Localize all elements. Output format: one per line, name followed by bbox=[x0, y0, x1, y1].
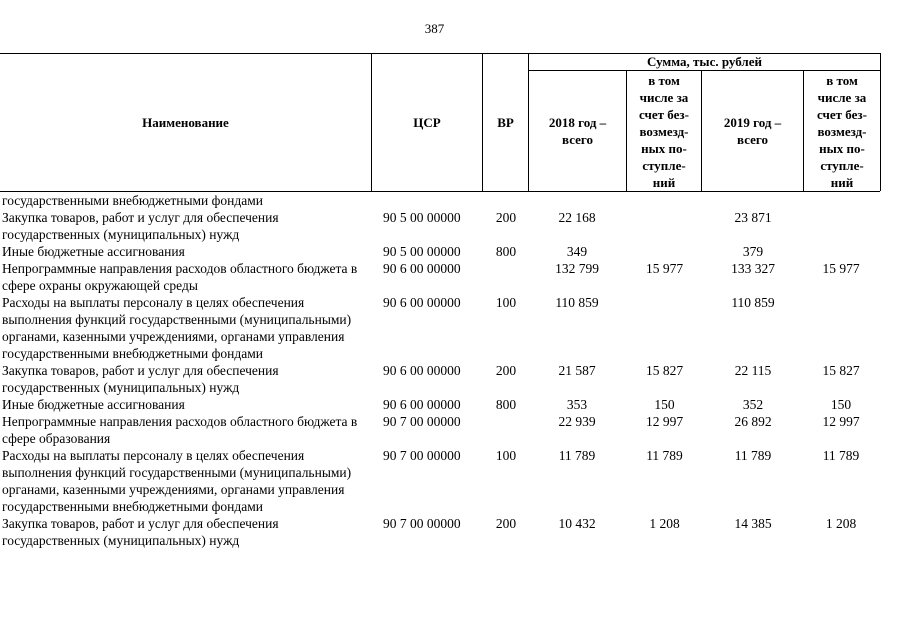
row-2018-total: 11 789 bbox=[558, 448, 596, 463]
row-csr: 90 6 00 00000 bbox=[383, 363, 461, 378]
row-csr: 90 7 00 00000 bbox=[383, 448, 461, 463]
row-2018-including: 15 977 bbox=[645, 261, 684, 276]
row-2018-total: 22 168 bbox=[558, 210, 596, 225]
header-2018-including: в том числе за счет без- возмезд- ных по- ступле- ний bbox=[639, 72, 689, 190]
page-number: 387 bbox=[424, 21, 445, 36]
row-2018-including: 11 789 bbox=[646, 448, 683, 463]
row-vr: 800 bbox=[495, 244, 517, 259]
row-csr: 90 6 00 00000 bbox=[383, 261, 461, 276]
row-name: Расходы на выплаты персоналу в целях обеспечения выполнения функций государственными (муниципальными) органами, казенными учреждениями, органами управления государственными внебюджетными фондами bbox=[2, 295, 352, 361]
row-csr: 90 6 00 00000 bbox=[383, 295, 461, 310]
row-2019-including: 12 997 bbox=[822, 414, 860, 429]
row-name: Иные бюджетные ассигнования bbox=[2, 244, 185, 259]
table-row bbox=[0, 243, 905, 260]
row-name: Закупка товаров, работ и услуг для обеспечения государственных (муниципальных) нужд bbox=[2, 363, 279, 395]
table-row bbox=[0, 209, 905, 243]
row-2018-total: 353 bbox=[566, 397, 588, 412]
row-2019-total: 14 385 bbox=[734, 516, 772, 531]
row-2018-including: 1 208 bbox=[649, 516, 680, 531]
table-row bbox=[0, 413, 905, 447]
row-vr: 200 bbox=[495, 363, 517, 378]
table-row bbox=[0, 362, 905, 396]
row-2019-including: 1 208 bbox=[825, 516, 857, 531]
row-2019-total: 379 bbox=[742, 244, 764, 259]
header-2019-including: в том числе за счет без- возмезд- ных по- ступле- ний bbox=[817, 72, 867, 190]
row-2019-total: 22 115 bbox=[734, 363, 772, 378]
row-2018-total: 349 bbox=[566, 244, 588, 259]
row-2019-including: 150 bbox=[830, 397, 852, 412]
row-vr: 100 bbox=[495, 295, 517, 310]
header-sum-group: Сумма, тыс. рублей bbox=[647, 54, 762, 69]
row-2018-total: 21 587 bbox=[558, 363, 596, 378]
table-row bbox=[0, 515, 905, 549]
row-2019-including: 11 789 bbox=[822, 448, 860, 463]
row-name: Непрограммные направления расходов областного бюджета в сфере охраны окружающей среды bbox=[2, 261, 358, 293]
row-2019-total: 352 bbox=[742, 397, 764, 412]
header-2019-total: 2019 год – всего bbox=[723, 115, 782, 147]
header-name: Наименование bbox=[142, 114, 229, 130]
row-csr: 90 5 00 00000 bbox=[383, 210, 461, 225]
row-name: государственными внебюджетными фондами bbox=[2, 193, 264, 208]
row-2019-including: 15 977 bbox=[822, 261, 860, 276]
table-row bbox=[0, 192, 905, 209]
row-csr: 90 5 00 00000 bbox=[383, 244, 461, 259]
row-2018-total: 10 432 bbox=[558, 516, 596, 531]
table-right-border bbox=[880, 53, 881, 191]
row-name: Закупка товаров, работ и услуг для обеспечения государственных (муниципальных) нужд bbox=[2, 210, 279, 242]
row-2018-total: 132 799 bbox=[555, 261, 599, 276]
header-csr: ЦСР bbox=[413, 114, 441, 130]
row-2018-total: 22 939 bbox=[558, 414, 596, 429]
row-csr: 90 6 00 00000 bbox=[383, 397, 461, 412]
row-csr: 90 7 00 00000 bbox=[383, 414, 461, 429]
row-csr: 90 7 00 00000 bbox=[383, 516, 461, 531]
row-vr: 200 bbox=[495, 516, 517, 531]
row-2019-total: 133 327 bbox=[731, 261, 775, 276]
table-body bbox=[0, 192, 905, 549]
row-name: Закупка товаров, работ и услуг для обеспечения государственных (муниципальных) нужд bbox=[2, 516, 279, 548]
row-2019-total: 110 859 bbox=[731, 295, 775, 310]
header-2018-total: 2018 год – всего bbox=[548, 115, 607, 147]
row-vr: 200 bbox=[495, 210, 517, 225]
header-vr: ВР bbox=[497, 114, 514, 130]
row-name: Расходы на выплаты персоналу в целях обеспечения выполнения функций государственными (муниципальными) органами, казенными учреждениями, органами управления государственными внебюджетными фондами bbox=[2, 448, 352, 514]
row-2018-including: 12 997 bbox=[645, 414, 684, 429]
row-2019-including: 15 827 bbox=[822, 363, 860, 378]
row-2019-total: 11 789 bbox=[734, 448, 772, 463]
row-name: Иные бюджетные ассигнования bbox=[2, 397, 185, 412]
row-2018-total: 110 859 bbox=[555, 295, 599, 310]
row-2018-including: 150 bbox=[654, 397, 675, 412]
table-row bbox=[0, 447, 905, 515]
row-2019-total: 26 892 bbox=[734, 414, 772, 429]
row-name: Непрограммные направления расходов областного бюджета в сфере образования bbox=[2, 414, 358, 446]
table-row bbox=[0, 260, 905, 294]
row-2018-including: 15 827 bbox=[645, 363, 684, 378]
row-2019-total: 23 871 bbox=[734, 210, 772, 225]
row-vr: 800 bbox=[495, 397, 517, 412]
table-row bbox=[0, 294, 905, 362]
table-row bbox=[0, 396, 905, 413]
row-vr: 100 bbox=[495, 448, 517, 463]
table-header bbox=[0, 0, 905, 192]
